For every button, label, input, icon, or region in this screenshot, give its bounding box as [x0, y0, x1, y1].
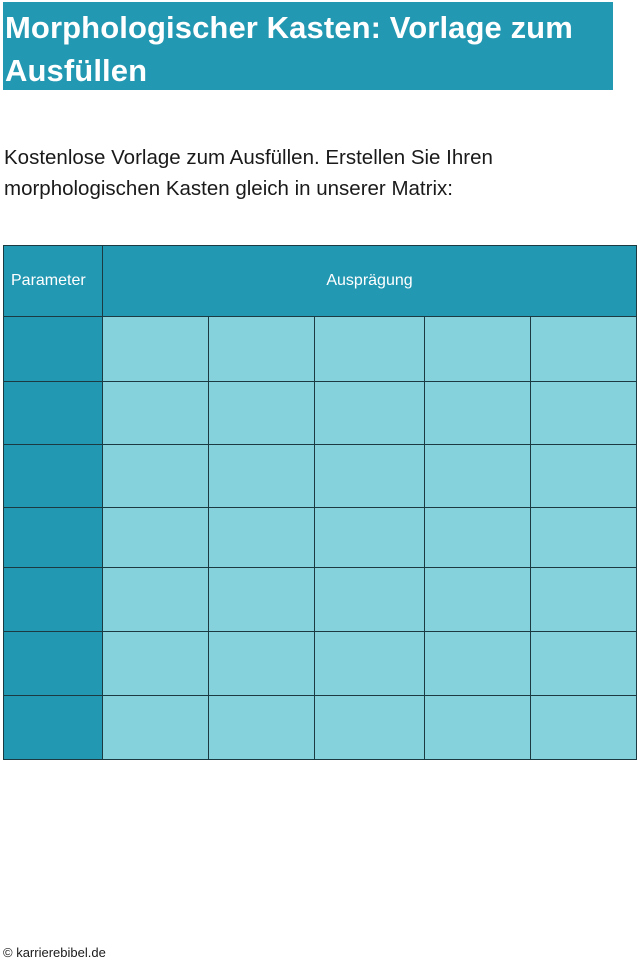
- value-cell[interactable]: [209, 508, 315, 568]
- value-cell[interactable]: [209, 382, 315, 445]
- page-title-line-1: Morphologischer Kasten: Vorlage zum: [5, 10, 573, 45]
- intro-text: [4, 142, 624, 204]
- parameter-cell[interactable]: [4, 508, 103, 568]
- value-cell[interactable]: [425, 508, 531, 568]
- value-cell[interactable]: [315, 317, 425, 382]
- matrix-row: [4, 445, 637, 508]
- value-cell[interactable]: [531, 696, 637, 760]
- value-cell[interactable]: [531, 632, 637, 696]
- intro-line-2: morphologischen Kasten gleich in unserer Matrix:: [4, 177, 453, 200]
- value-cell[interactable]: [425, 632, 531, 696]
- parameter-cell[interactable]: [4, 632, 103, 696]
- value-cell[interactable]: [315, 445, 425, 508]
- value-cell[interactable]: [531, 445, 637, 508]
- value-cell[interactable]: [531, 317, 637, 382]
- value-cell[interactable]: [315, 568, 425, 632]
- value-cell[interactable]: [315, 382, 425, 445]
- matrix-row: [4, 317, 637, 382]
- parameter-cell[interactable]: [4, 445, 103, 508]
- title-banner: [3, 2, 613, 90]
- parameter-cell[interactable]: [4, 696, 103, 760]
- matrix-row: [4, 508, 637, 568]
- value-cell[interactable]: [209, 632, 315, 696]
- matrix-row: [4, 568, 637, 632]
- value-cell[interactable]: [209, 445, 315, 508]
- matrix-row: [4, 696, 637, 760]
- value-cell[interactable]: [103, 445, 209, 508]
- value-cell[interactable]: [425, 568, 531, 632]
- page-title-line-2: Ausfüllen: [5, 53, 148, 88]
- value-cell[interactable]: [315, 632, 425, 696]
- value-cell[interactable]: [531, 508, 637, 568]
- copyright-footer: © karrierebibel.de: [3, 945, 106, 960]
- page-title: [5, 6, 611, 92]
- value-cell[interactable]: [209, 696, 315, 760]
- parameter-cell[interactable]: [4, 317, 103, 382]
- value-cell[interactable]: [209, 568, 315, 632]
- value-cell[interactable]: [425, 382, 531, 445]
- value-cell[interactable]: [315, 508, 425, 568]
- value-cell[interactable]: [425, 445, 531, 508]
- value-cell[interactable]: [531, 568, 637, 632]
- matrix-row: [4, 382, 637, 445]
- header-parameter: Parameter: [4, 246, 103, 317]
- value-cell[interactable]: [425, 317, 531, 382]
- header-auspraegung: Ausprägung: [103, 246, 637, 317]
- value-cell[interactable]: [103, 508, 209, 568]
- value-cell[interactable]: [209, 317, 315, 382]
- value-cell[interactable]: [103, 568, 209, 632]
- value-cell[interactable]: [531, 382, 637, 445]
- matrix-header-row: [4, 246, 637, 317]
- value-cell[interactable]: [103, 317, 209, 382]
- parameter-cell[interactable]: [4, 568, 103, 632]
- intro-line-1: Kostenlose Vorlage zum Ausfüllen. Erstellen Sie Ihren: [4, 146, 493, 169]
- value-cell[interactable]: [315, 696, 425, 760]
- morphological-matrix: [3, 245, 637, 760]
- value-cell[interactable]: [425, 696, 531, 760]
- value-cell[interactable]: [103, 696, 209, 760]
- value-cell[interactable]: [103, 382, 209, 445]
- parameter-cell[interactable]: [4, 382, 103, 445]
- value-cell[interactable]: [103, 632, 209, 696]
- matrix-row: [4, 632, 637, 696]
